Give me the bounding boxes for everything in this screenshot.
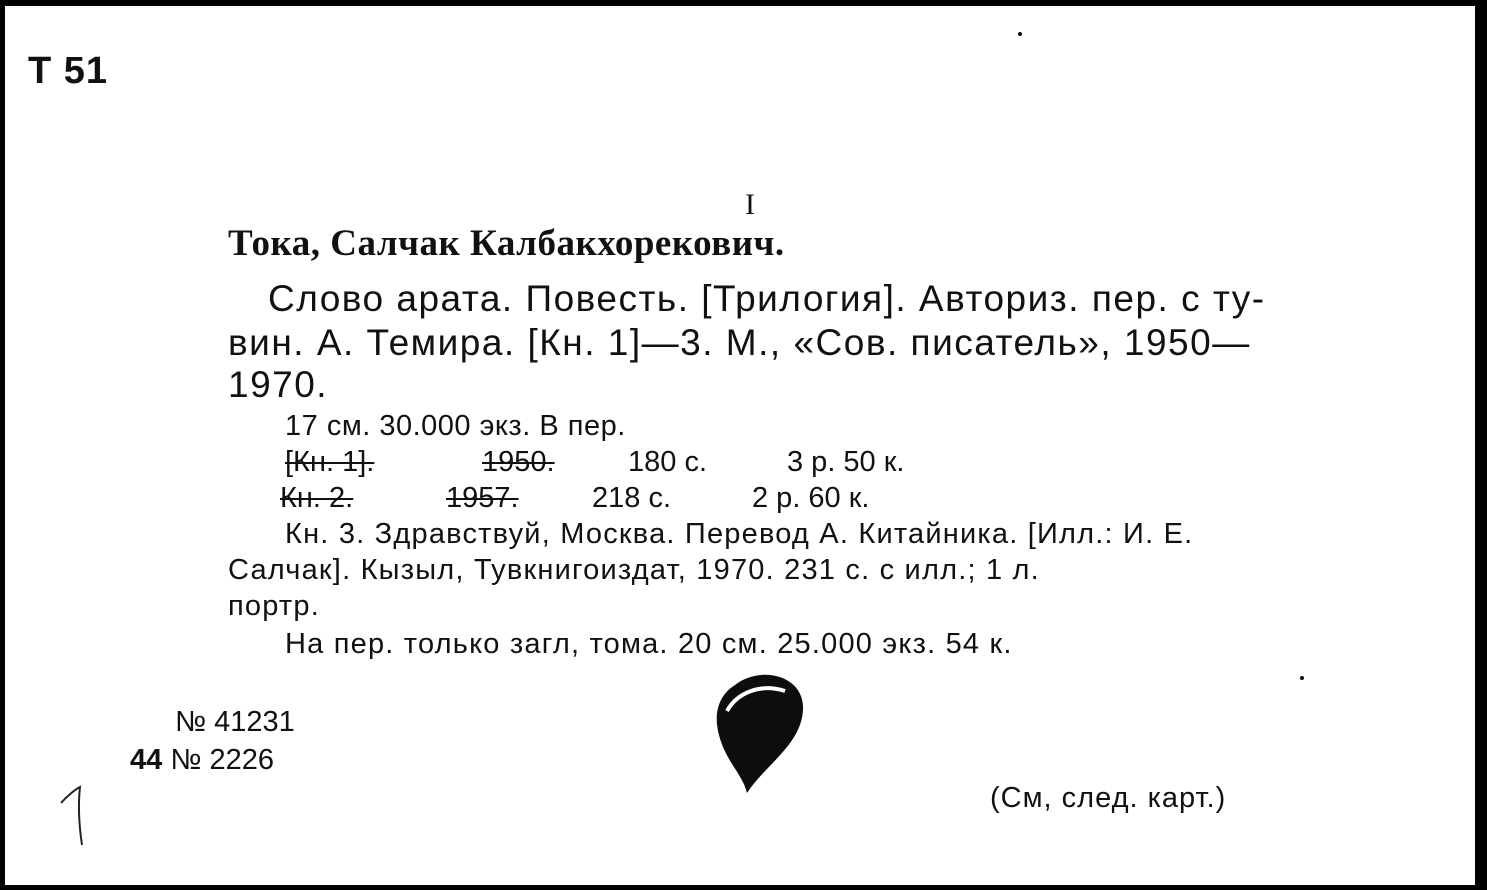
speck [1300,676,1304,680]
volume2-price: 2 р. 60 к. [752,482,870,514]
card-border-right [1475,0,1487,890]
card-border-top [0,0,1487,6]
registration-number: № 41231 [175,706,295,738]
continued-note: (См, след. карт.) [990,782,1227,814]
speck [1018,32,1022,36]
volume1-year: 1950. [482,446,555,478]
volume3-note: На пер. только загл, тома. 20 см. 25.000 экз. 54 к. [285,628,1013,660]
volume1-pages: 180 с. [628,446,707,478]
volume1-price: 3 р. 50 к. [787,446,905,478]
author-heading: Тока, Салчак Калбакхорекович. [228,223,785,264]
shelfmark: Т 51 [28,50,109,92]
title-line: Слово арата. Повесть. [Трилогия]. Авториз. пер. с ту- [268,278,1266,319]
card-border-bottom [0,885,1487,890]
handwritten-mark-icon [58,785,92,847]
registration-number-secondary [130,744,274,777]
volume3-line: Кн. 3. Здравствуй, Москва. Перевод А. Китайника. [Илл.: И. Е. [285,518,1194,550]
physical-description: 17 см. 30.000 экз. В пер. [285,410,626,442]
library-stamp-icon [705,665,815,805]
volume2-label: Кн. 2. [280,482,354,514]
card-border-left [0,0,5,890]
card-number: I [745,188,755,221]
volume2-pages: 218 с. [592,482,671,514]
volume3-line: Салчак]. Кызыл, Тувкнигоиздат, 1970. 231 с. с илл.; 1 л. [228,554,1040,586]
volume1-label: [Кн. 1]. [285,446,375,478]
registration-prefix: 44 [130,744,163,776]
title-line: 1970. [228,364,329,405]
title-line: вин. А. Темира. [Кн. 1]—3. М., «Сов. писатель», 1950— [228,322,1251,363]
registration-value: № 2226 [170,744,275,776]
volume3-line: портр. [228,590,320,622]
volume2-year: 1957. [446,482,519,514]
